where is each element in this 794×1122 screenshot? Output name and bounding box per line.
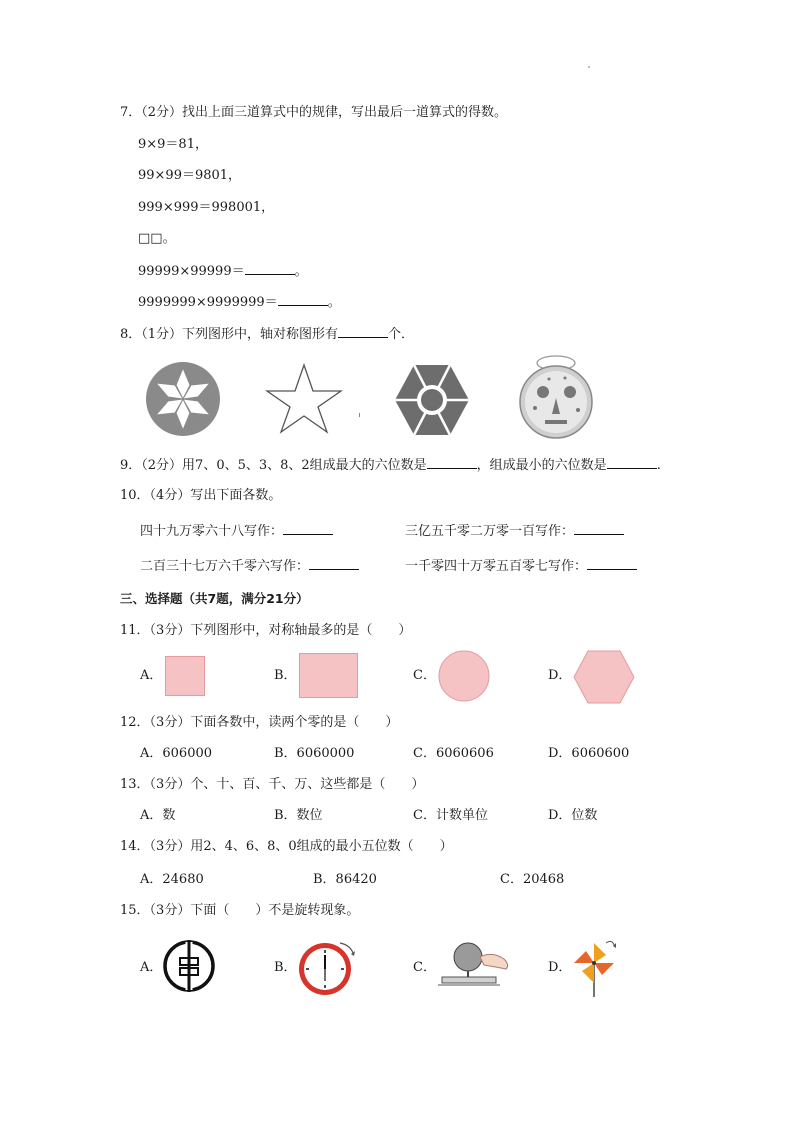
tick-mark (359, 413, 360, 417)
option-label: A． (140, 668, 163, 683)
star-circle-figure (144, 360, 222, 438)
coin-symbol-icon[interactable] (162, 939, 216, 993)
q7-eq2: 99×99＝9801， (138, 168, 242, 183)
answer-blank[interactable] (278, 293, 328, 306)
q10-item (405, 522, 624, 540)
clock-icon[interactable] (296, 937, 358, 997)
answer-blank[interactable] (427, 456, 477, 469)
pink-hexagon-shape[interactable] (572, 649, 636, 705)
option-c[interactable]: C．6060606 (413, 746, 494, 761)
q12-title: 12．（3分）下面各数中，读两个零的是（ ） (120, 715, 399, 730)
q7-eq6-line (138, 293, 341, 311)
q8-title (120, 325, 414, 343)
pink-circle-shape[interactable] (437, 649, 491, 703)
option-b[interactable]: B．86420 (313, 872, 377, 887)
q10-item-text: 一千零四十万零五百零七写作： (405, 559, 588, 574)
answer-blank[interactable] (587, 557, 637, 570)
option-c[interactable]: C．计数单位 (413, 808, 488, 823)
q10-item (405, 557, 637, 575)
answer-blank[interactable] (309, 557, 359, 570)
q7-eq1: 9×9＝81， (138, 137, 208, 152)
q13-title: 13．（3分）个、十、百、千、万、这些都是（ ） (120, 777, 425, 792)
pink-square-shape[interactable] (165, 656, 205, 696)
option-c[interactable]: C．20468 (500, 872, 565, 887)
pinwheel-icon[interactable] (570, 937, 620, 999)
end-mark: 。 (327, 295, 341, 310)
option-label: D． (548, 960, 572, 975)
option-a[interactable]: A．数 (140, 808, 176, 823)
q10-item-text: 三亿五千零二万零一百写作： (405, 524, 575, 539)
option-label: C． (413, 960, 436, 975)
camera-aperture-figure (392, 362, 472, 438)
end-mark: 。 (294, 264, 308, 279)
answer-blank[interactable] (245, 262, 295, 275)
globe-turning-hand-icon[interactable] (436, 937, 514, 993)
q14-title: 14．（3分）用2、4、6、8、0组成的最小五位数（ ） (120, 839, 453, 854)
q10-item (140, 522, 333, 540)
star-figure (264, 362, 344, 434)
q7-eq3: 999×999＝998001， (138, 200, 275, 215)
q7-eq6: 9999999×9999999＝ (138, 295, 278, 310)
q7-eq4: □□。 (138, 231, 176, 246)
option-a[interactable]: A．24680 (140, 872, 204, 887)
option-b[interactable]: B．数位 (274, 808, 323, 823)
q15-title: 15．（3分）下面（ ）不是旋转现象。 (120, 903, 360, 918)
option-d[interactable]: D．6060600 (548, 746, 630, 761)
answer-blank[interactable] (607, 456, 657, 469)
option-label: D． (548, 668, 572, 683)
q8-title-pre: 8．（1分）下列图形中，轴对称图形有 (120, 327, 339, 342)
section-title: 三、选择题（共7题，满分21分） (120, 591, 309, 606)
q8-title-post: 个． (388, 327, 415, 342)
q7-eq5-line (138, 262, 308, 280)
option-label: B． (274, 668, 297, 683)
q9-text-a: 9．（2分）用7、0、5、3、8、2组成最大的六位数是 (120, 458, 427, 473)
q11-title: 11．（3分）下列图形中，对称轴最多的是（ ） (120, 623, 412, 638)
answer-blank[interactable] (338, 325, 388, 338)
option-b[interactable]: B．6060000 (274, 746, 355, 761)
q10-item (140, 557, 359, 575)
speck (588, 66, 590, 68)
q10-item-text: 四十九万零六十八写作： (140, 524, 284, 539)
q7-title: 7．（2分）找出上面三道算式中的规律，写出最后一道算式的得数。 (120, 105, 508, 120)
answer-blank[interactable] (283, 522, 333, 535)
option-label: B． (274, 960, 297, 975)
q9-line (120, 456, 661, 474)
option-label: C． (413, 668, 436, 683)
q10-item-text: 二百三十七万六千零六写作： (140, 559, 310, 574)
answer-blank[interactable] (574, 522, 624, 535)
q9-text-b: ，组成最小的六位数是 (476, 458, 607, 473)
option-a[interactable]: A．606000 (140, 746, 213, 761)
q10-title: 10．（4分）写出下面各数。 (120, 488, 282, 503)
option-label: A． (140, 960, 163, 975)
q7-eq5: 99999×99999＝ (138, 264, 245, 279)
pink-rectangle-shape[interactable] (299, 653, 358, 698)
option-d[interactable]: D．位数 (548, 808, 598, 823)
face-coin-figure (515, 352, 597, 440)
q9-text-c: . (656, 458, 661, 473)
